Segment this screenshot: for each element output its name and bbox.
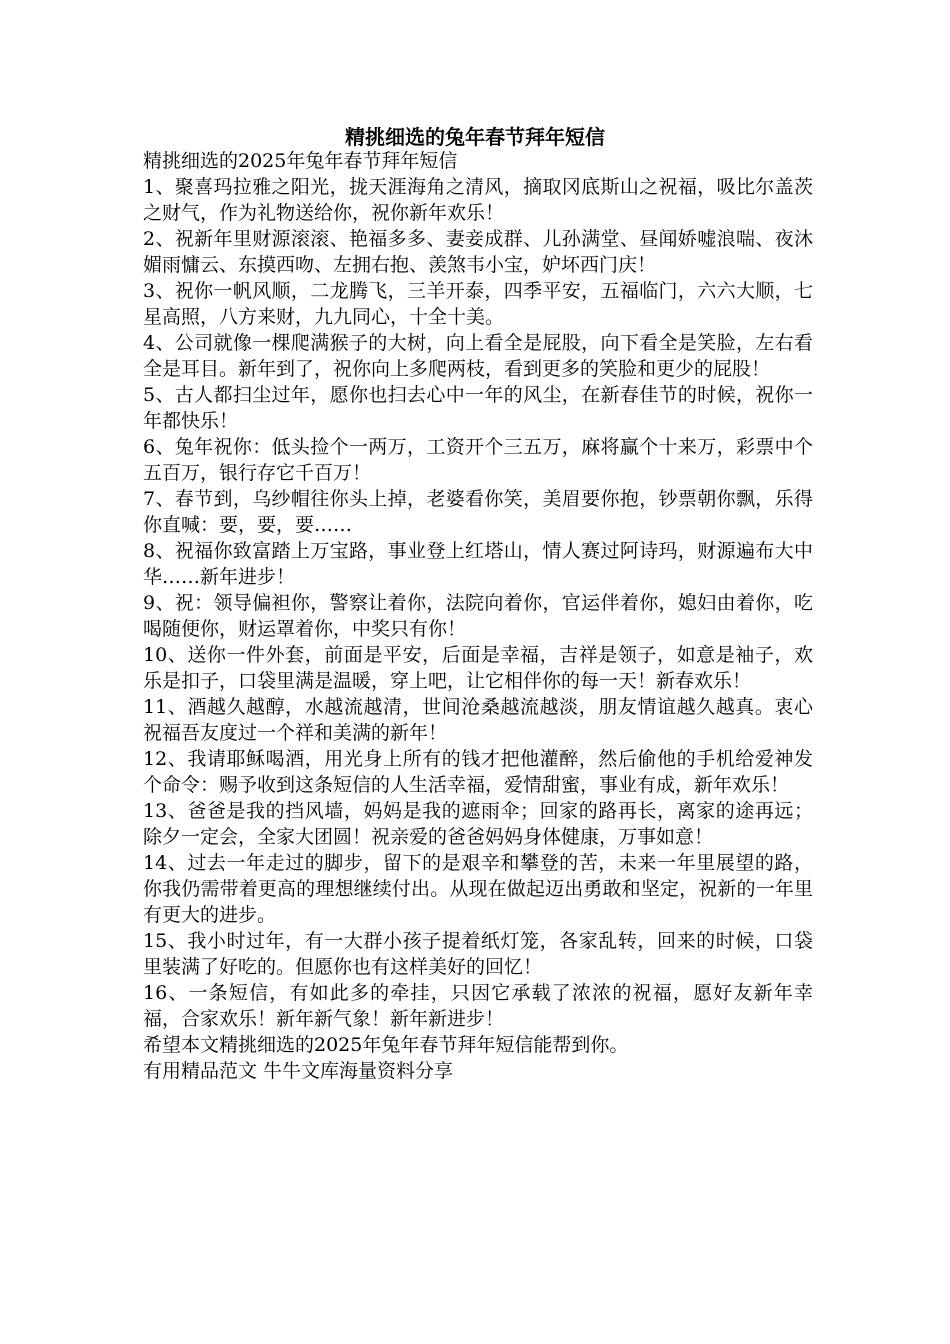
paragraph-5: 5、古人都扫尘过年，愿你也扫去心中一年的风尘，在新春佳节的时候，祝你一年都快乐！ bbox=[143, 384, 813, 432]
paragraph-11: 11、酒越久越醇，水越流越清，世间沧桑越流越淡，朋友情谊越久越真。衷心祝福吾友度过一个祥和美满的新年！ bbox=[143, 696, 813, 744]
paragraph-2: 2、祝新年里财源滚滚、艳福多多、妻妾成群、儿孙满堂、昼闻娇嘘浪喘、夜沐媚雨慵云、东摸西吻、左拥右抱、羡煞韦小宝，妒坏西门庆！ bbox=[143, 228, 813, 276]
document-subtitle: 精挑细选的2025年兔年春节拜年短信 bbox=[143, 150, 458, 172]
paragraph-13: 13、爸爸是我的挡风墙，妈妈是我的遮雨伞；回家的路再长，离家的途再远；除夕一定会，全家大团圆！祝亲爱的爸爸妈妈身体健康，万事如意！ bbox=[143, 800, 813, 848]
document-title: 精挑细选的兔年春节拜年短信 bbox=[345, 125, 605, 149]
paragraph-7: 7、春节到，乌纱帽往你头上掉，老婆看你笑，美眉要你抱，钞票朝你飘，乐得你直喊：要，要，要…… bbox=[143, 488, 813, 536]
paragraph-3: 3、祝你一帆风顺，二龙腾飞，三羊开泰，四季平安，五福临门，六六大顺，七星高照，八方来财，九九同心，十全十美。 bbox=[143, 280, 813, 328]
paragraph-16: 16、一条短信，有如此多的牵挂，只因它承载了浓浓的祝福，愿好友新年幸福，合家欢乐！新年新气象！新年新进步！ bbox=[143, 982, 813, 1030]
paragraph-8: 8、祝福你致富踏上万宝路，事业登上红塔山，情人赛过阿诗玛，财源遍布大中华……新年进步！ bbox=[143, 540, 813, 588]
paragraph-12: 12、我请耶稣喝酒，用光身上所有的钱才把他灌醉，然后偷他的手机给爱神发个命令：赐予收到这条短信的人生活幸福，爱情甜蜜，事业有成，新年欢乐！ bbox=[143, 748, 813, 796]
document-body bbox=[143, 148, 813, 1084]
closing-line: 希望本文精挑细选的2025年兔年春节拜年短信能帮到你。 bbox=[143, 1034, 629, 1056]
paragraph-15: 15、我小时过年，有一大群小孩子提着纸灯笼，各家乱转，回来的时候，口袋里装满了好吃的。但愿你也有这样美好的回忆！ bbox=[143, 930, 813, 978]
paragraph-6: 6、兔年祝你：低头捡个一两万，工资开个三五万，麻将赢个十来万，彩票中个五百万，银行存它千百万！ bbox=[143, 436, 813, 484]
paragraph-14: 14、过去一年走过的脚步，留下的是艰辛和攀登的苦，未来一年里展望的路，你我仍需带着更高的理想继续付出。从现在做起迈出勇敢和坚定，祝新的一年里有更大的进步。 bbox=[143, 852, 813, 926]
paragraph-1: 1、聚喜玛拉雅之阳光，拢天涯海角之清风，摘取冈底斯山之祝福，吸比尔盖茨之财气，作为礼物送给你，祝你新年欢乐！ bbox=[143, 176, 813, 224]
footer-line: 有用精品范文 牛牛文库海量资料分享 bbox=[143, 1060, 454, 1082]
paragraph-9: 9、祝：领导偏袒你，警察让着你，法院向着你，官运伴着你，媳妇由着你，吃喝随便你，财运罩着你，中奖只有你！ bbox=[143, 592, 813, 640]
paragraph-4: 4、公司就像一棵爬满猴子的大树，向上看全是屁股，向下看全是笑脸，左右看全是耳目。新年到了，祝你向上多爬两枝，看到更多的笑脸和更少的屁股！ bbox=[143, 332, 813, 380]
paragraph-10: 10、送你一件外套，前面是平安，后面是幸福，吉祥是领子，如意是袖子，欢乐是扣子，口袋里满是温暖，穿上吧，让它相伴你的每一天！新春欢乐！ bbox=[143, 644, 813, 692]
